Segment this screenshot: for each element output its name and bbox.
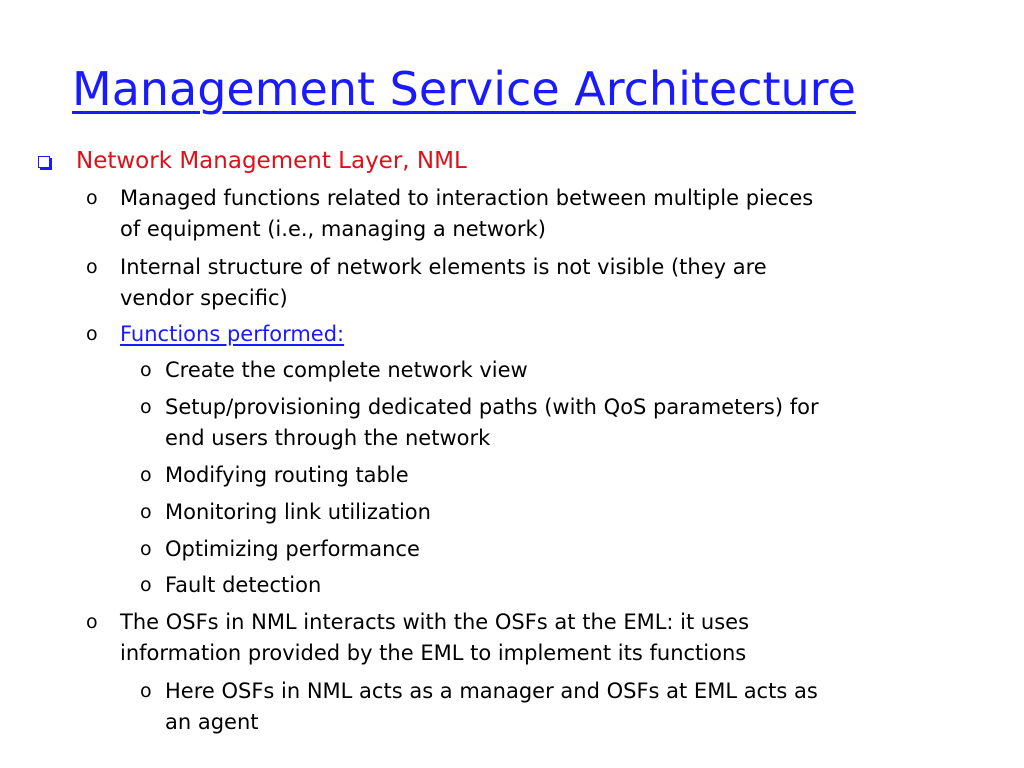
circle-bullet-icon: o (86, 256, 98, 278)
sub-list-item (0, 534, 1024, 565)
list-item-line: The OSFs in NML interacts with the OSFs at the EML: it uses (120, 610, 750, 634)
functions-performed-link[interactable]: Functions performed: (120, 322, 345, 346)
circle-bullet-icon: o (86, 323, 98, 345)
heading-text: Network Management Layer, NML (76, 148, 467, 174)
list-item (0, 252, 1024, 314)
circle-bullet-icon: o (140, 574, 152, 596)
hollow-square-icon (38, 156, 50, 168)
circle-bullet-icon: o (140, 359, 152, 381)
sub-list-item-line: Optimizing performance (165, 537, 420, 561)
sub-list-item-line: Create the complete network view (165, 358, 528, 382)
circle-bullet-icon: o (86, 611, 98, 633)
circle-bullet-icon: o (140, 680, 152, 702)
sub-list-item (0, 676, 1024, 738)
circle-bullet-icon: o (140, 538, 152, 560)
circle-bullet-icon: o (140, 464, 152, 486)
sub-list-item (0, 355, 1024, 386)
list-item (0, 607, 1024, 669)
circle-bullet-icon: o (86, 187, 98, 209)
sub-list-item-line: Monitoring link utilization (165, 500, 431, 524)
list-item-line: Internal structure of network elements is not visible (they are (120, 255, 767, 279)
sub-list-item (0, 392, 1024, 454)
sub-list-item-line: Fault detection (165, 573, 322, 597)
list-item-line: vendor specific) (120, 286, 288, 310)
sub-list-item-line: Setup/provisioning dedicated paths (with QoS parameters) for (165, 395, 819, 419)
sub-list-item-line: Modifying routing table (165, 463, 409, 487)
sub-list-item (0, 497, 1024, 528)
circle-bullet-icon: o (140, 396, 152, 418)
sub-list-item-line: end users through the network (165, 426, 491, 450)
list-item (0, 183, 1024, 245)
sub-list-item-line: an agent (165, 710, 259, 734)
slide-title: Management Service Architecture (72, 62, 856, 116)
sub-list-item-line: Here OSFs in NML acts as a manager and OSFs at EML acts as (165, 679, 818, 703)
heading-item-nml (0, 146, 1024, 177)
list-item-line: Managed functions related to interaction between multiple pieces (120, 186, 814, 210)
list-item-line: information provided by the EML to implement its functions (120, 641, 747, 665)
list-item (0, 319, 1024, 350)
sub-list-item (0, 570, 1024, 601)
sub-list-item (0, 460, 1024, 491)
list-item-line: of equipment (i.e., managing a network) (120, 217, 546, 241)
circle-bullet-icon: o (140, 501, 152, 523)
